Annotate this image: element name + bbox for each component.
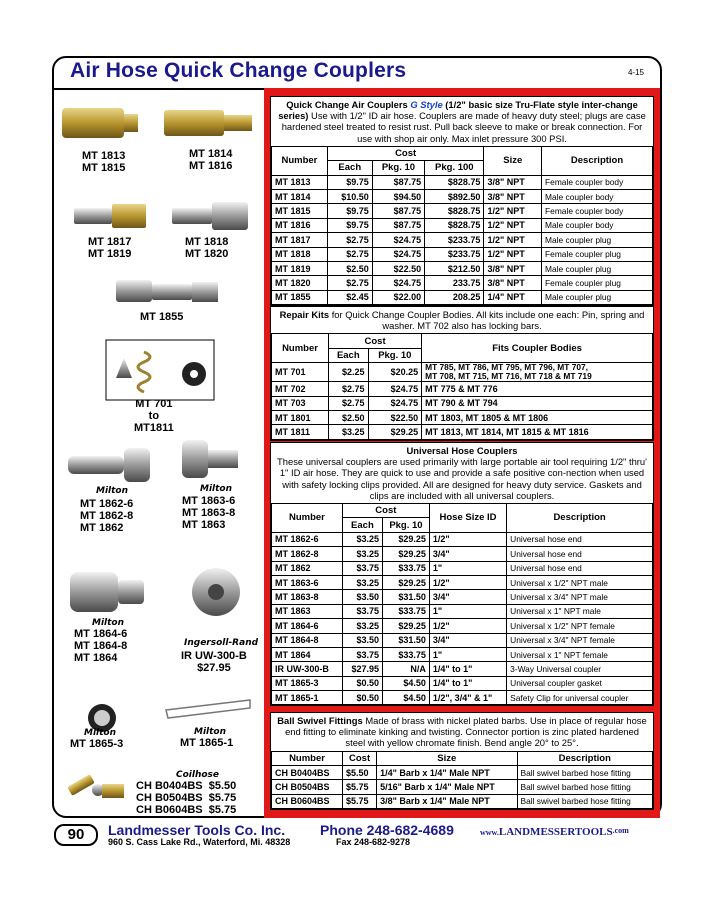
web-www: www. <box>480 828 499 837</box>
web-main: LANDMESSERTOOLS <box>498 826 613 838</box>
table-row <box>272 175 653 189</box>
table-cell: 3/8" Barb x 1/4" Male NPT <box>377 794 517 808</box>
table-cell: 1" <box>429 647 506 661</box>
table-cell: $2.50 <box>327 261 372 275</box>
table-cell: $22.50 <box>372 261 424 275</box>
table-row <box>272 396 653 410</box>
table-cell: $2.75 <box>327 233 372 247</box>
col-number: Number <box>272 146 328 175</box>
col-pkg10: Pkg. 10 <box>383 518 430 532</box>
table-cell: MT 1862-8 <box>272 547 343 561</box>
universal-intro-text: These universal couplers are used primarily with large portable air tool requiring 1/2" thru' 1" ID air hose. They are quick to use and provide a safe positive con-nection when used with safety locking clips provided. All are designed for heavy duty service. Gaskets and clips are included with all universal couplers. <box>277 456 647 501</box>
col-size: Size <box>377 751 517 765</box>
table-cell: $2.75 <box>327 276 372 290</box>
table-cell: $233.75 <box>425 247 484 261</box>
table-cell: $0.50 <box>342 691 382 705</box>
table-cell: $33.75 <box>383 647 430 661</box>
table-cell: $2.50 <box>329 410 369 424</box>
table-row <box>272 363 653 382</box>
col-cost: Cost <box>342 504 429 518</box>
col-pkg100: Pkg. 100 <box>425 161 484 175</box>
page-number: 90 <box>54 824 98 846</box>
table-cell: CH B0504BS <box>272 780 343 794</box>
table-cell: MT 1815 <box>272 204 328 218</box>
table-cell: 208.25 <box>425 290 484 304</box>
table-cell: $29.25 <box>383 619 430 633</box>
col-pkg10: Pkg. 10 <box>368 348 422 362</box>
table-cell: MT 790 & MT 794 <box>422 396 653 410</box>
label-mt1818-1820: MT 1818 MT 1820 <box>185 236 229 260</box>
table-cell: MT 775 & MT 776 <box>422 382 653 396</box>
table-cell: 1/2" <box>429 619 506 633</box>
label-mt701-1811: MT 701 to MT1811 <box>134 398 174 434</box>
table-cell: $3.75 <box>342 604 382 618</box>
table-cell: $29.25 <box>368 425 422 439</box>
label-mt1817-1819: MT 1817 MT 1819 <box>88 236 132 260</box>
table-cell: $9.75 <box>327 204 372 218</box>
table-cell: 3/4" <box>429 633 506 647</box>
table-cell: Female coupler plug <box>542 247 653 261</box>
table-cell: MT 1817 <box>272 233 328 247</box>
company-fax: Fax 248-682-9278 <box>336 837 411 847</box>
couplers-intro <box>271 97 653 144</box>
male-coupler-image <box>164 110 252 136</box>
table-row <box>272 590 653 604</box>
page-title: Air Hose Quick Change Couplers <box>70 59 407 82</box>
brand-milton-4: Milton <box>84 728 117 738</box>
label-mt1855: MT 1855 <box>140 311 184 323</box>
table-cell: 3/8" NPT <box>484 276 542 290</box>
table-cell: MT 1819 <box>272 261 328 275</box>
universal-female-image <box>70 572 144 612</box>
table-cell: MT 1863-8 <box>272 590 343 604</box>
table-cell: 3-Way Universal coupler <box>507 662 653 676</box>
table-cell: MT 1864-8 <box>272 633 343 647</box>
table-cell: IR UW-300-B <box>272 662 343 676</box>
table-cell: $29.25 <box>383 547 430 561</box>
table-cell: 3/4" <box>429 547 506 561</box>
col-each: Each <box>342 518 382 532</box>
table-cell: $29.25 <box>383 575 430 589</box>
table-cell: $94.50 <box>372 189 424 203</box>
table-cell: Universal x 1" NPT male <box>507 604 653 618</box>
table-cell: $9.75 <box>327 175 372 189</box>
universal-hose-end-image <box>68 448 150 482</box>
couplers-intro-bold2: (1/2" basic size Tru-Flate style inter-change series) <box>278 99 638 122</box>
table-cell: $3.25 <box>342 532 382 546</box>
table-row <box>272 189 653 203</box>
col-number: Number <box>272 504 343 533</box>
table-row <box>272 780 653 794</box>
table-cell: $233.75 <box>425 233 484 247</box>
table-cell: MT 701 <box>272 363 329 382</box>
product-illustrations <box>54 90 264 820</box>
table-cell: $27.95 <box>342 662 382 676</box>
table-cell: 3/8" NPT <box>484 189 542 203</box>
table-cell: 3/4" <box>429 590 506 604</box>
table-row <box>272 425 653 439</box>
table-cell: Male coupler body <box>542 189 653 203</box>
table-cell: $31.50 <box>383 633 430 647</box>
table-cell: CH B0604BS <box>272 794 343 808</box>
table-row <box>272 676 653 690</box>
table-cell: $31.50 <box>383 590 430 604</box>
table-cell: Universal hose end <box>507 547 653 561</box>
table-cell: MT 1862-6 <box>272 532 343 546</box>
couplers-table <box>271 146 653 305</box>
table-cell: $828.75 <box>425 204 484 218</box>
label-mt1865-1: MT 1865-1 <box>180 737 234 749</box>
female-coupler-image <box>62 108 138 138</box>
table-row <box>272 647 653 661</box>
universal-intro <box>271 443 653 501</box>
table-row <box>272 410 653 424</box>
label-mt1813-1815: MT 1813 MT 1815 <box>82 150 126 174</box>
table-row <box>272 691 653 705</box>
table-row <box>272 218 653 232</box>
table-row <box>272 619 653 633</box>
col-each: Each <box>329 348 369 362</box>
page-code: 4-15 <box>627 68 644 77</box>
table-cell: MT 785, MT 786, MT 795, MT 796, MT 707, MT 708, MT 715, MT 716, MT 718 & MT 719 <box>422 363 653 382</box>
table-row <box>272 276 653 290</box>
table-cell: 1/2", 3/4" & 1" <box>429 691 506 705</box>
repair-table <box>271 333 653 439</box>
table-cell: 3/8" NPT <box>484 261 542 275</box>
table-cell: $2.45 <box>327 290 372 304</box>
swivel-intro-text: Made of brass with nickel plated barbs. Use in place of regular hose end fitting to eliminate kinking and twisting. Connector portion is zinc plated hardened steel with yellow chromate finish. Bend angle 20° to 25°. <box>285 715 647 749</box>
label-mt1862: MT 1862-6 MT 1862-8 MT 1862 <box>80 498 134 534</box>
table-cell: $3.25 <box>342 575 382 589</box>
table-cell: $87.75 <box>372 218 424 232</box>
table-cell: MT 703 <box>272 396 329 410</box>
table-cell: 1/2" NPT <box>484 233 542 247</box>
col-cost: Cost <box>329 334 422 348</box>
table-cell: 1/4" to 1" <box>429 676 506 690</box>
col-cost: Cost <box>327 146 484 160</box>
table-cell: $24.75 <box>368 382 422 396</box>
table-cell: Universal hose end <box>507 561 653 575</box>
table-cell: MT 1865-1 <box>272 691 343 705</box>
table-cell: Female coupler body <box>542 204 653 218</box>
table-cell: MT 1855 <box>272 290 328 304</box>
table-cell: $0.50 <box>342 676 382 690</box>
table-cell: 3/8" NPT <box>484 175 542 189</box>
universal-title: Universal Hose Couplers <box>406 445 518 456</box>
table-cell: MT 1820 <box>272 276 328 290</box>
table-cell: $5.50 <box>343 766 377 780</box>
repair-intro <box>271 307 653 331</box>
table-cell: $87.75 <box>372 204 424 218</box>
table-cell: Male coupler plug <box>542 290 653 304</box>
col-size: Size <box>484 146 542 175</box>
brand-ingersoll-rand: Ingersoll-Rand <box>184 638 259 648</box>
table-cell: 1" <box>429 604 506 618</box>
male-plug-image <box>74 204 146 228</box>
table-cell: $22.50 <box>368 410 422 424</box>
table-row <box>272 794 653 808</box>
product-images <box>54 90 264 820</box>
table-cell: MT 1863-6 <box>272 575 343 589</box>
couplers-intro-text: Use with 1/2" ID air hose. Couplers are made of heavy duty steel; plugs are case hardened steel treated to resist rust. Pull back sleeve to make or break connection. For use with shop air only. Max inlet pressure 300 PSI. <box>281 110 646 144</box>
table-cell: $3.50 <box>342 590 382 604</box>
brand-milton-3: Milton <box>92 618 125 628</box>
table-cell: $2.75 <box>327 247 372 261</box>
table-cell: Universal x 1" NPT female <box>507 647 653 661</box>
page-header <box>52 56 662 88</box>
table-cell: MT 1803, MT 1805 & MT 1806 <box>422 410 653 424</box>
table-cell: MT 1816 <box>272 218 328 232</box>
swivel-table <box>271 751 653 810</box>
brand-coilhose: Coilhose <box>176 770 220 780</box>
table-row <box>272 261 653 275</box>
table-cell: Ball swivel barbed hose fitting <box>517 766 653 780</box>
table-cell: MT 1862 <box>272 561 343 575</box>
universal-couplers-section <box>270 442 654 706</box>
repair-kits-section <box>270 306 654 441</box>
table-cell: $3.25 <box>342 547 382 561</box>
table-row <box>272 382 653 396</box>
g-style-badge: G Style <box>410 99 443 110</box>
table-cell: Universal coupler gasket <box>507 676 653 690</box>
table-cell: $3.50 <box>342 633 382 647</box>
table-cell: Universal x 3/4" NPT male <box>507 590 653 604</box>
col-each: Each <box>327 161 372 175</box>
brand-milton-1: Milton <box>96 486 129 496</box>
table-cell: $3.25 <box>329 425 369 439</box>
three-way-coupler-image <box>192 568 240 616</box>
table-cell: 1/4" to 1" <box>429 662 506 676</box>
table-row <box>272 247 653 261</box>
quick-change-couplers-section <box>270 96 654 306</box>
company-phone: Phone 248-682-4689 <box>320 822 454 838</box>
brand-milton-5: Milton <box>194 727 227 737</box>
table-row <box>272 204 653 218</box>
table-cell: $4.50 <box>383 676 430 690</box>
table-cell: Safety Clip for universal coupler <box>507 691 653 705</box>
universal-table <box>271 503 653 705</box>
table-cell: MT 1863 <box>272 604 343 618</box>
couplers-intro-bold: Quick Change Air Couplers <box>286 99 408 110</box>
table-cell: $3.25 <box>342 619 382 633</box>
table-cell: $892.50 <box>425 189 484 203</box>
col-pkg10: Pkg. 10 <box>372 161 424 175</box>
table-cell: 1/2" NPT <box>484 247 542 261</box>
table-cell: $29.25 <box>383 532 430 546</box>
table-cell: Male coupler body <box>542 218 653 232</box>
table-cell: Universal x 1/2" NPT male <box>507 575 653 589</box>
col-description: Description <box>517 751 653 765</box>
table-row <box>272 547 653 561</box>
table-row <box>272 532 653 546</box>
table-cell: Male coupler plug <box>542 233 653 247</box>
table-cell: MT 1814 <box>272 189 328 203</box>
table-row <box>272 766 653 780</box>
table-cell: 1/2" NPT <box>484 204 542 218</box>
brand-milton-2: Milton <box>200 484 233 494</box>
table-row <box>272 233 653 247</box>
safety-clip-image <box>166 700 250 718</box>
table-cell: $3.75 <box>342 647 382 661</box>
table-cell: $2.75 <box>329 382 369 396</box>
web-com: .com <box>612 826 629 835</box>
table-cell: $3.75 <box>342 561 382 575</box>
table-cell: MT 1818 <box>272 247 328 261</box>
repair-intro-bold: Repair Kits <box>279 309 330 320</box>
table-cell: $22.00 <box>372 290 424 304</box>
table-cell: $33.75 <box>383 604 430 618</box>
table-cell: $5.75 <box>343 794 377 808</box>
table-cell: $24.75 <box>372 247 424 261</box>
table-cell: Female coupler body <box>542 175 653 189</box>
universal-male-image <box>182 440 238 478</box>
table-cell: Universal x 1/2" NPT female <box>507 619 653 633</box>
table-cell: $20.25 <box>368 363 422 382</box>
table-cell: $828.75 <box>425 218 484 232</box>
female-plug-image <box>172 202 248 230</box>
table-cell: CH B0404BS <box>272 766 343 780</box>
table-row <box>272 561 653 575</box>
label-mt1814-1816: MT 1814 MT 1816 <box>189 148 233 172</box>
table-cell: 1" <box>429 561 506 575</box>
table-cell: N/A <box>383 662 430 676</box>
col-number: Number <box>272 751 343 765</box>
table-cell: MT 1801 <box>272 410 329 424</box>
table-cell: MT 1864-6 <box>272 619 343 633</box>
label-mt1863: MT 1863-6 MT 1863-8 MT 1863 <box>182 495 236 531</box>
table-cell: MT 702 <box>272 382 329 396</box>
table-row <box>272 290 653 304</box>
table-row <box>272 662 653 676</box>
repair-intro-text: for Quick Change Coupler Bodies. All kits include one each: Pin, spring and washer. MT 702 also has locking bars. <box>331 309 645 332</box>
label-mt1865-3: MT 1865-3 <box>70 738 124 750</box>
table-cell: $9.75 <box>327 218 372 232</box>
table-cell: $828.75 <box>425 175 484 189</box>
table-cell: MT 1865-3 <box>272 676 343 690</box>
plug-mt1855-image <box>116 280 218 302</box>
label-mt1864: MT 1864-6 MT 1864-8 MT 1864 <box>74 628 128 664</box>
company-website[interactable] <box>480 826 629 838</box>
ball-swivel-image <box>67 774 124 798</box>
table-cell: 233.75 <box>425 276 484 290</box>
table-cell: MT 1813, MT 1814, MT 1815 & MT 1816 <box>422 425 653 439</box>
table-cell: Female coupler plug <box>542 276 653 290</box>
table-cell: $2.75 <box>329 396 369 410</box>
col-hose-size: Hose Size ID <box>429 504 506 533</box>
col-fits: Fits Coupler Bodies <box>422 334 653 363</box>
table-cell: $5.75 <box>343 780 377 794</box>
table-cell: 1/2" NPT <box>484 218 542 232</box>
table-cell: $2.25 <box>329 363 369 382</box>
swivel-intro-bold: Ball Swivel Fittings <box>277 715 363 726</box>
swivel-intro <box>271 713 653 749</box>
col-description: Description <box>542 146 653 175</box>
table-cell: 5/16" Barb x 1/4" Male NPT <box>377 780 517 794</box>
table-cell: 1/2" <box>429 532 506 546</box>
table-cell: $87.75 <box>372 175 424 189</box>
col-description: Description <box>507 504 653 533</box>
table-cell: $24.75 <box>368 396 422 410</box>
table-cell: $33.75 <box>383 561 430 575</box>
table-cell: Male coupler plug <box>542 261 653 275</box>
table-cell: 1/4" Barb x 1/4" Male NPT <box>377 766 517 780</box>
table-cell: $24.75 <box>372 276 424 290</box>
table-cell: $24.75 <box>372 233 424 247</box>
ball-swivel-section <box>270 712 654 810</box>
table-cell: MT 1811 <box>272 425 329 439</box>
table-cell: Ball swivel barbed hose fitting <box>517 780 653 794</box>
table-cell: MT 1864 <box>272 647 343 661</box>
table-cell: MT 1813 <box>272 175 328 189</box>
table-cell: 1/4" NPT <box>484 290 542 304</box>
table-cell: $212.50 <box>425 261 484 275</box>
col-number: Number <box>272 334 329 363</box>
table-cell: 1/2" <box>429 575 506 589</box>
table-cell: Ball swivel barbed hose fitting <box>517 794 653 808</box>
col-cost: Cost <box>343 751 377 765</box>
company-name: Landmesser Tools Co. Inc. <box>108 822 286 838</box>
table-cell: Universal hose end <box>507 532 653 546</box>
table-cell: $4.50 <box>383 691 430 705</box>
label-ir-uw300b: IR UW-300-B $27.95 <box>181 650 247 674</box>
table-row <box>272 604 653 618</box>
table-cell: Universal x 3/4" NPT female <box>507 633 653 647</box>
company-address: 960 S. Cass Lake Rd., Waterford, Mi. 48328 <box>108 837 291 847</box>
repair-kit-image <box>106 340 214 400</box>
table-row <box>272 633 653 647</box>
label-ch-ball-swivel: CH B0404BS $5.50 CH B0504BS $5.75 CH B0604BS $5.75 <box>136 780 237 816</box>
table-cell: $10.50 <box>327 189 372 203</box>
table-row <box>272 575 653 589</box>
